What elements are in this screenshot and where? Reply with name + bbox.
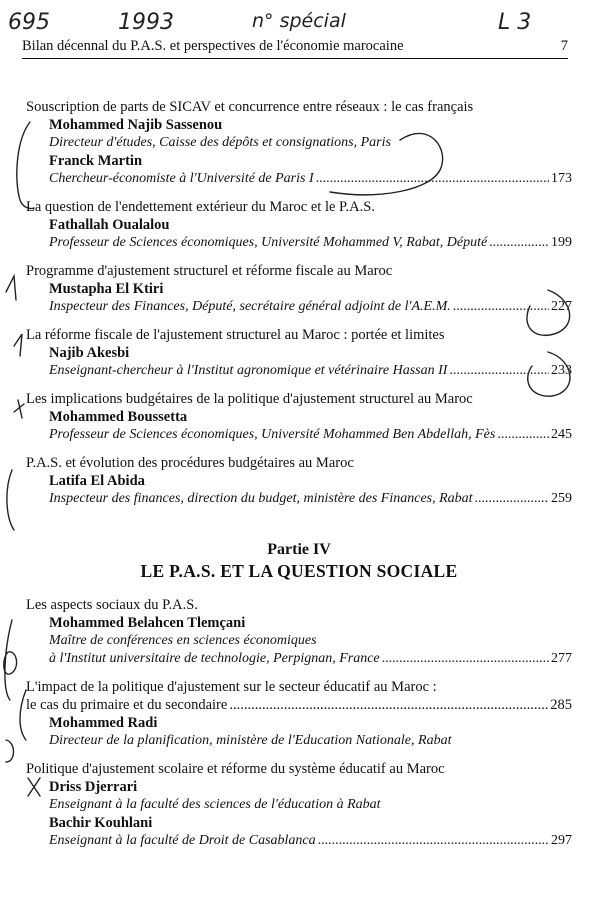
affiliation-text: Inspecteur des Finances, Député, secrétaire général adjoint de l'A.E.M. bbox=[49, 299, 451, 314]
affiliation-line: Directeur de la planification, ministère de l'Education Nationale, Rabat bbox=[49, 733, 452, 748]
affiliation-text: Enseignant-chercheur à l'Institut agronomique et vétérinaire Hassan II bbox=[49, 363, 448, 378]
page-number: 245 bbox=[551, 427, 572, 442]
affiliation-text: Professeur de Sciences économiques, Université Mohammed V, Rabat, Député bbox=[49, 235, 488, 250]
hand-note: n° spécial bbox=[252, 10, 346, 32]
author-name: Mohammed Najib Sassenou bbox=[49, 117, 223, 133]
leader-dots bbox=[316, 170, 549, 188]
affiliation-line bbox=[26, 832, 572, 850]
entry-title: Programme d'ajustement structurel et réforme fiscale au Maroc bbox=[26, 263, 393, 279]
entry-title: P.A.S. et évolution des procédures budgétaires au Maroc bbox=[26, 455, 354, 471]
page-number: 285 bbox=[550, 697, 572, 713]
author-name: Bachir Kouhlani bbox=[49, 815, 153, 831]
hand-year: 1993 bbox=[118, 10, 174, 35]
leader-dots bbox=[382, 650, 549, 668]
toc-entry bbox=[26, 390, 572, 444]
leader-dots bbox=[318, 832, 549, 850]
toc-entry bbox=[26, 98, 572, 188]
entry-title: Politique d'ajustement scolaire et réforme du système éducatif au Maroc bbox=[26, 761, 445, 777]
author-name: Najib Akesbi bbox=[49, 345, 130, 361]
entry-title: Les aspects sociaux du P.A.S. bbox=[26, 597, 198, 613]
leader-dots bbox=[453, 298, 549, 316]
leader-dots bbox=[449, 362, 549, 380]
page-number: 199 bbox=[551, 235, 572, 250]
author-name: Mohammed Belahcen Tlemçani bbox=[49, 615, 246, 631]
leader-dots bbox=[489, 234, 549, 252]
affiliation-line bbox=[26, 170, 572, 188]
toc-entry bbox=[26, 262, 572, 316]
author-name: Mohammed Radi bbox=[49, 715, 158, 731]
author-name: Franck Martin bbox=[49, 153, 143, 169]
leader-dots bbox=[497, 426, 549, 444]
part-label: Partie IV bbox=[267, 541, 331, 558]
affiliation-line bbox=[26, 426, 572, 444]
page-number: 227 bbox=[551, 299, 572, 314]
hand-number-right: L 3 bbox=[498, 10, 532, 35]
toc-entry bbox=[26, 596, 572, 668]
handwritten-annotation bbox=[0, 6, 590, 42]
author-name: Mustapha El Ktiri bbox=[49, 281, 164, 297]
entry-title: L'impact de la politique d'ajustement sur le secteur éducatif au Maroc : bbox=[26, 679, 437, 695]
affiliation-line bbox=[26, 650, 572, 668]
affiliation-text: Inspecteur des finances, direction du budget, ministère des Finances, Rabat bbox=[49, 491, 473, 506]
entry-title: La question de l'endettement extérieur du Maroc et le P.A.S. bbox=[26, 199, 375, 215]
page-number: 277 bbox=[551, 651, 572, 666]
toc-section-a bbox=[26, 98, 572, 508]
page-number: 173 bbox=[551, 171, 572, 186]
toc-entry bbox=[26, 198, 572, 252]
toc-entry bbox=[26, 678, 572, 750]
toc-section-b bbox=[26, 596, 572, 850]
affiliation-text: Professeur de Sciences économiques, Université Mohammed Ben Abdellah, Fès bbox=[49, 427, 496, 442]
affiliation-line bbox=[26, 298, 572, 316]
affiliation-line: Maître de conférences en sciences économiques bbox=[49, 633, 317, 648]
header-page-number: 7 bbox=[560, 38, 568, 54]
part-heading bbox=[26, 540, 572, 582]
leader-dots bbox=[229, 696, 548, 714]
page-number: 297 bbox=[551, 833, 572, 848]
toc-entry bbox=[26, 454, 572, 508]
running-header bbox=[22, 38, 568, 59]
affiliation-text: à l'Institut universitaire de technologie, Perpignan, France bbox=[49, 651, 380, 666]
affiliation-line: Enseignant à la faculté des sciences de l'éducation à Rabat bbox=[49, 797, 381, 812]
entry-title-continued bbox=[26, 696, 572, 714]
toc-entry bbox=[26, 760, 572, 850]
affiliation-line bbox=[26, 490, 572, 508]
table-of-contents bbox=[26, 98, 572, 860]
header-title: Bilan décennal du P.A.S. et perspectives de l'économie marocaine bbox=[22, 38, 404, 54]
page-number: 233 bbox=[551, 363, 572, 378]
entry-title: La réforme fiscale de l'ajustement structurel au Maroc : portée et limites bbox=[26, 327, 445, 343]
author-name: Driss Djerrari bbox=[49, 779, 138, 795]
affiliation-text: Enseignant à la faculté de Droit de Casablanca bbox=[49, 833, 316, 848]
toc-entry bbox=[26, 326, 572, 380]
affiliation-line: Directeur d'études, Caisse des dépôts et consignations, Paris bbox=[49, 135, 391, 150]
affiliation-text: Chercheur-économiste à l'Université de Paris I bbox=[49, 171, 314, 186]
entry-title: Souscription de parts de SICAV et concurrence entre réseaux : le cas français bbox=[26, 99, 474, 115]
affiliation-line bbox=[26, 362, 572, 380]
hand-number-left: 695 bbox=[8, 10, 50, 35]
author-name: Latifa El Abida bbox=[49, 473, 145, 489]
entry-title-line2: le cas du primaire et du secondaire bbox=[26, 697, 228, 713]
part-title: LE P.A.S. ET LA QUESTION SOCIALE bbox=[140, 561, 458, 581]
page-number: 259 bbox=[551, 491, 572, 506]
affiliation-line bbox=[26, 234, 572, 252]
leader-dots bbox=[475, 490, 549, 508]
author-name: Fathallah Oualalou bbox=[49, 217, 170, 233]
entry-title: Les implications budgétaires de la politique d'ajustement structurel au Maroc bbox=[26, 391, 473, 407]
author-name: Mohammed Boussetta bbox=[49, 409, 188, 425]
